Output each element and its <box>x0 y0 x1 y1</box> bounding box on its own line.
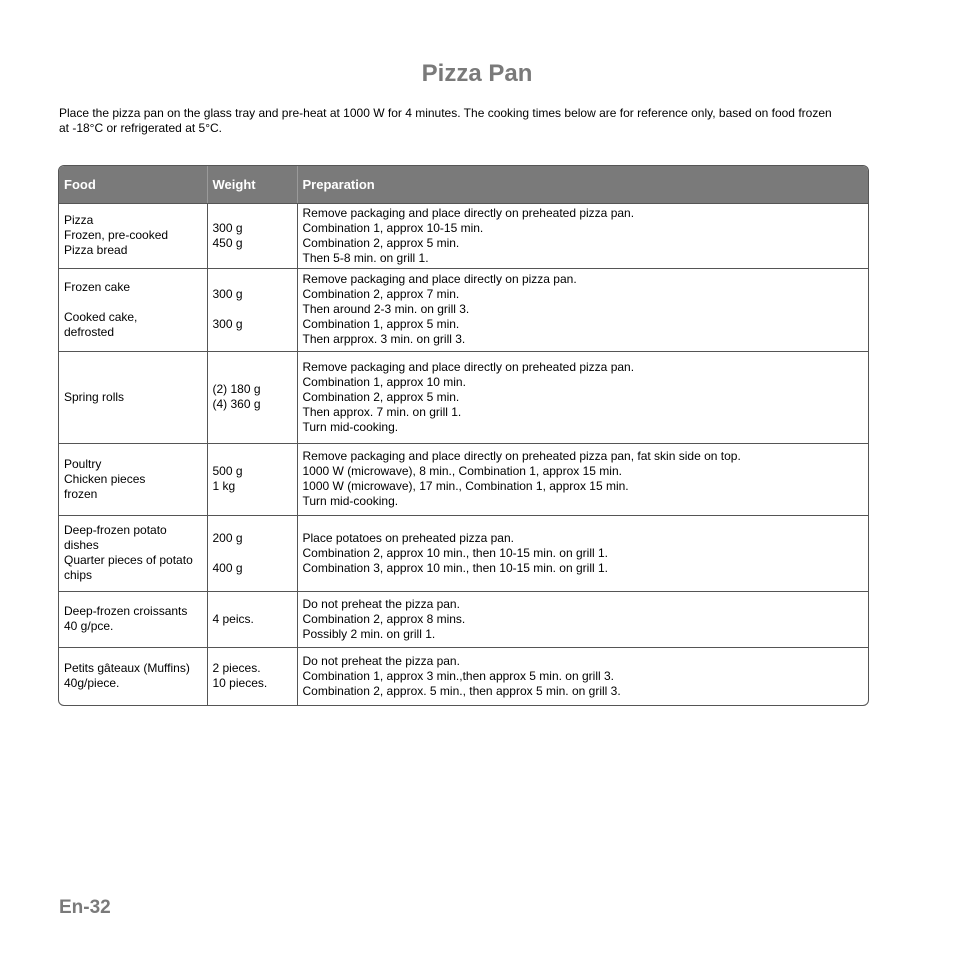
cell-food <box>59 591 207 647</box>
cell-preparation <box>297 203 868 268</box>
intro-line: Place the pizza pan on the glass tray and pre-heat at 1000 W for 4 minutes. The cooking times below are for reference only, based on food frozen <box>59 106 832 120</box>
cell-line: Combination 2, approx 5 min. <box>302 389 460 404</box>
cell-line: 40g/piece. <box>64 676 120 691</box>
cell-line: 450 g <box>212 235 243 250</box>
cell-line: Combination 1, approx 10 min. <box>302 374 466 389</box>
cell-line: Combination 2, approx 7 min. <box>302 287 460 301</box>
cell-food <box>59 515 207 591</box>
cell-line: frozen <box>64 486 98 501</box>
cell-line: Then arpprox. 3 min. on grill 3. <box>302 332 466 346</box>
cell-preparation <box>297 443 868 515</box>
header-food: Food <box>59 166 207 203</box>
cell-line: defrosted <box>64 324 115 339</box>
cell-preparation <box>297 268 868 351</box>
header-weight: Weight <box>207 166 297 203</box>
cell-line: Then approx. 7 min. on grill 1. <box>302 404 462 419</box>
cell-line: Frozen cake <box>64 279 131 294</box>
cell-food <box>59 351 207 443</box>
table-row <box>59 203 868 268</box>
cell-food <box>59 268 207 351</box>
cell-line: Combination 2, approx. 5 min., then approx 5 min. on grill 3. <box>302 683 621 698</box>
cell-food <box>59 647 207 705</box>
cell-line: 4 peics. <box>212 611 254 626</box>
cell-line: 300 g <box>212 220 243 235</box>
cooking-table-grid <box>59 166 868 705</box>
cell-line: 300 g <box>212 287 243 301</box>
cell-weight <box>207 268 297 351</box>
cell-line: Combination 1, approx 5 min. <box>302 317 460 331</box>
intro-line: at -18°C or refrigerated at 5°C. <box>59 121 223 135</box>
cell-line: Remove packaging and place directly on preheated pizza pan. <box>302 359 635 374</box>
cell-line: 300 g <box>212 317 243 331</box>
line-gap <box>213 546 292 561</box>
cell-line: Deep-frozen croissants <box>64 604 188 618</box>
table-body <box>59 203 868 705</box>
intro-text <box>59 106 879 136</box>
header-row <box>59 166 868 203</box>
cell-weight <box>207 443 297 515</box>
cell-line: Cooked cake, <box>64 309 138 324</box>
cell-line: Poultry <box>64 456 102 471</box>
cell-line: Turn mid-cooking. <box>302 419 399 434</box>
cell-line: Petits gâteaux (Muffins) <box>64 661 190 676</box>
cell-line: chips <box>64 568 93 582</box>
cell-line: Deep-frozen potato <box>64 523 167 537</box>
cell-preparation <box>297 515 868 591</box>
cell-line: Chicken pieces <box>64 471 146 486</box>
cell-line: 400 g <box>212 560 243 575</box>
cell-preparation <box>297 591 868 647</box>
cell-weight <box>207 351 297 443</box>
cell-weight <box>207 647 297 705</box>
cell-line: Then 5-8 min. on grill 1. <box>302 250 429 265</box>
cell-line: Possibly 2 min. on grill 1. <box>302 626 436 641</box>
cooking-table <box>58 165 869 706</box>
line-gap <box>64 295 202 310</box>
cell-line: (4) 360 g <box>212 397 261 411</box>
cell-line: 40 g/pce. <box>64 619 114 633</box>
cell-line: 2 pieces. <box>212 661 261 676</box>
cell-preparation <box>297 351 868 443</box>
cell-food <box>59 443 207 515</box>
cell-weight <box>207 203 297 268</box>
page-number: En-32 <box>59 897 111 918</box>
cell-line: Pizza bread <box>64 243 128 257</box>
line-gap <box>213 302 292 317</box>
cell-weight <box>207 591 297 647</box>
table-row <box>59 268 868 351</box>
cell-line: Remove packaging and place directly on preheated pizza pan. <box>302 205 635 220</box>
cell-line: Combination 1, approx 10-15 min. <box>302 220 484 235</box>
cell-line: Place potatoes on preheated pizza pan. <box>302 530 514 545</box>
table-row <box>59 515 868 591</box>
cell-weight <box>207 515 297 591</box>
table-row <box>59 591 868 647</box>
cell-line: Combination 3, approx 10 min., then 10-15 min. on grill 1. <box>302 560 609 575</box>
cell-line: Combination 2, approx 8 mins. <box>302 611 466 626</box>
cell-line: Turn mid-cooking. <box>302 494 399 508</box>
table-row <box>59 351 868 443</box>
cell-line: (2) 180 g <box>212 382 261 396</box>
cell-line: 200 g <box>212 530 243 545</box>
cell-line: 1 kg <box>212 479 236 493</box>
cell-line: 1000 W (microwave), 17 min., Combination 1, approx 15 min. <box>302 479 629 493</box>
cell-line: Combination 2, approx 5 min. <box>302 235 460 250</box>
table-row <box>59 443 868 515</box>
cell-food <box>59 203 207 268</box>
cell-line: Combination 2, approx 10 min., then 10-15 min. on grill 1. <box>302 545 609 560</box>
cell-line: Do not preheat the pizza pan. <box>302 653 460 668</box>
cell-line: Combination 1, approx 3 min.,then approx 5 min. on grill 3. <box>302 668 615 683</box>
cell-line: dishes <box>64 538 99 552</box>
header-preparation: Preparation <box>297 166 868 203</box>
page-title: Pizza Pan <box>421 60 533 87</box>
cell-line: Remove packaging and place directly on preheated pizza pan, fat skin side on top. <box>302 449 741 463</box>
cell-preparation <box>297 647 868 705</box>
cell-line: Remove packaging and place directly on pizza pan. <box>302 272 577 286</box>
cell-line: Do not preheat the pizza pan. <box>302 596 460 611</box>
table-header <box>59 166 868 203</box>
cell-line: Spring rolls <box>64 389 125 404</box>
cell-line: Pizza <box>64 213 94 227</box>
table-row <box>59 647 868 705</box>
cell-line: 10 pieces. <box>212 676 268 691</box>
cell-line: 1000 W (microwave), 8 min., Combination 1, approx 15 min. <box>302 464 622 478</box>
cell-line: Then around 2-3 min. on grill 3. <box>302 302 470 316</box>
cell-line: Quarter pieces of potato <box>64 553 193 567</box>
cell-line: 500 g <box>212 464 243 478</box>
cell-line: Frozen, pre-cooked <box>64 228 169 242</box>
